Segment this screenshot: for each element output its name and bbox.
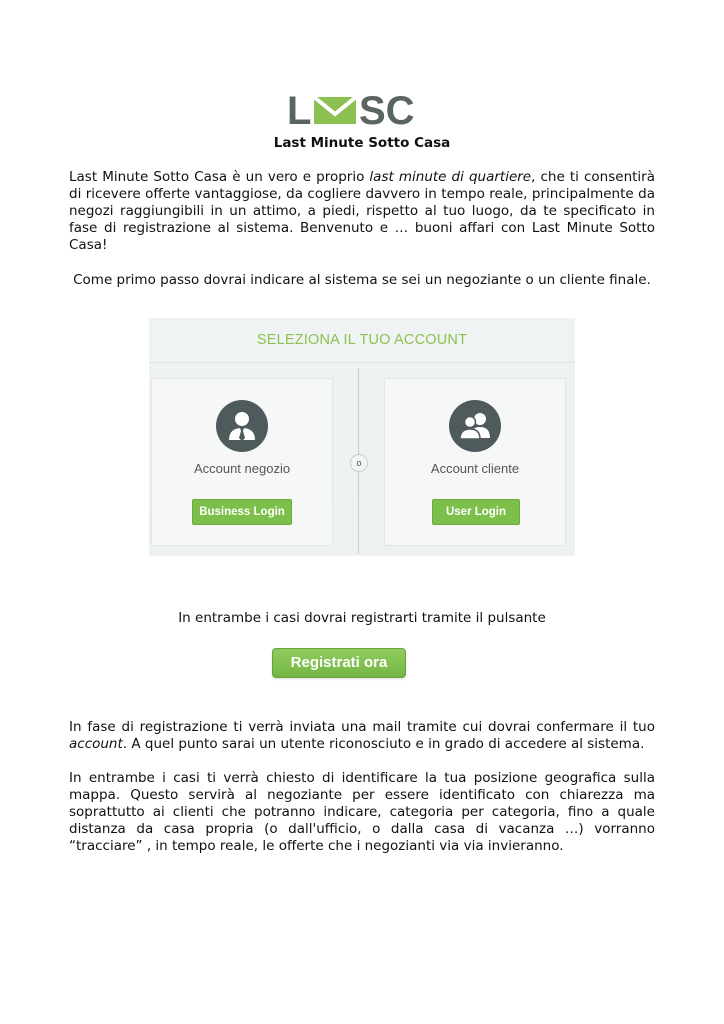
client-account-label: Account cliente <box>430 461 520 476</box>
intro-text-2: , che ti consentirà di ricevere offerte vantaggiose, da cogliere davvero in tempo reale, principalmente da negozi raggiungibili in un attimo, a piedi, rispetto al tuo luogo, da te specificato in fase di registrazione al sistema. Benvenuto e … buoni affari con Last Minute Sotto Casa! <box>69 169 655 253</box>
registration-paragraph <box>69 719 655 753</box>
user-login-button[interactable]: User Login <box>432 499 520 525</box>
envelope-icon <box>314 97 356 124</box>
intro-text-1: Last Minute Sotto Casa è un vero e proprio <box>69 169 370 185</box>
business-account-card <box>151 378 333 546</box>
account-selection-heading: SELEZIONA IL TUO ACCOUNT <box>256 332 468 348</box>
logo-letter-l: L <box>287 92 312 126</box>
registration-text-1: In fase di registrazione ti verrà inviata una mail tramite cui dovrai confermare il tuo <box>69 719 655 735</box>
account-selection-screenshot <box>149 318 575 556</box>
lmsc-logo <box>287 92 437 126</box>
register-now-button[interactable]: Registrati ora <box>272 648 406 678</box>
location-paragraph: In entrambe i casi ti verrà chiesto di identificare la tua posizione geografica sulla mappa. Questo servirà al negoziante per essere identificato con chiarezza ma soprattutto ai clienti che potranno indicare, categoria per categoria, fino a quale distanza da casa propria (o dall'ufficio, o dalla casa di vacanza …) vorranno “tracciare” , in tempo reale, le offerte che i negozianti via via invieranno. <box>69 770 655 854</box>
registration-italic: account <box>69 736 123 752</box>
business-account-label: Account negozio <box>193 461 291 476</box>
business-user-icon <box>216 400 268 452</box>
users-icon <box>449 400 501 452</box>
first-step-text: Come primo passo dovrai indicare al sistema se sei un negoziante o un cliente finale. <box>73 272 651 288</box>
registration-text-2: . A quel punto sarai un utente riconosciuto e in grado di accedere al sistema. <box>122 736 645 752</box>
both-cases-text: In entrambe i casi dovrai registrarti tramite il pulsante <box>178 610 546 626</box>
intro-italic: last minute di quartiere <box>369 169 532 185</box>
document-title: Last Minute Sotto Casa <box>273 135 451 151</box>
or-separator: o <box>350 454 368 472</box>
logo-letters-sc: SC <box>359 92 415 126</box>
heading-divider <box>149 362 575 363</box>
business-login-button[interactable]: Business Login <box>192 499 292 525</box>
intro-paragraph <box>69 169 655 254</box>
client-account-card <box>384 378 566 546</box>
